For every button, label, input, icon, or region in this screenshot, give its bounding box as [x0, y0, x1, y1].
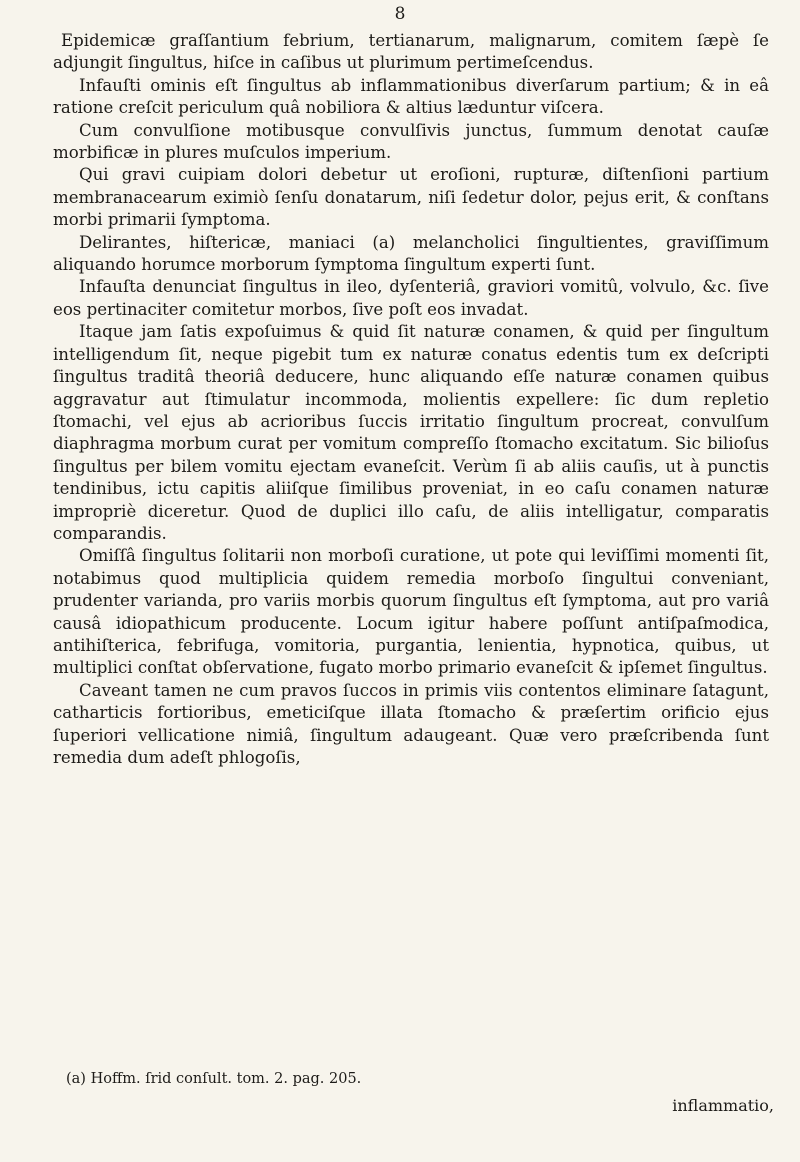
catchword: inflammatio,: [672, 1096, 774, 1115]
paragraph-convulsion: Cum convulſione motibusque convulſivis junctus, ſummum denotat cauſæ morbificæ in plures muſculos imperium.: [53, 120, 769, 163]
paragraph-nature-effort: Itaque jam ſatis expoſuimus & quid ſit naturæ conamen, & quid per ſingultum intelligendum ſit, neque pigebit tum ex naturæ conatus edentis tum ex deſcripti ſingultus traditâ theoriâ deducere, hunc aliquando eſſe naturæ conamen quibus aggravatur aut ſtimulatur incommoda, molientis expellere: ſic dum repletio ſtomachi, vel ejus ab acrioribus ſuccis irritatio ſingultum procreat, convulſum diaphragma morbum curat per vomitum compreſſo ſtomacho excitatum. Sic bilioſus ſingultus per bilem vomitu ejectam evaneſcit. Verùm ſi ab aliis cauſis, ut à punctis tendinibus, ictu capitis aliiſque ſimilibus proveniat, in eo caſu conamen naturæ impropriè diceretur. Quod de duplici illo caſu, de aliis intelligatur, comparatis comparandis.: [53, 322, 769, 543]
page-number: 8: [394, 4, 406, 24]
paragraph-epidemic: Epidemicæ graſſantium febrium, tertianarum, malignarum, comitem ſæpè ſe adjungit ſingultus, hiſce in caſibus ut plurimum pertimeſcendus.: [53, 31, 769, 73]
paragraph-remedies: Omiſſâ ſingultus ſolitarii non morboſi curatione, ut pote qui leviſſimi momenti ſit, notabimus quod multiplicia quidem remedia morboſo ſingultui conveniant, prudenter varianda, pro variis morbis quorum ſingultus eſt ſymptoma, aut pro variâ causâ idiopathicum producente. Locum igitur habere poſſunt antiſpaſmodica, antihiſterica, febrifuga, vomitoria, purgantia, lenientia, hypnotica, quibus, ut multiplici conſtat obſervatione, fugato morbo primario evaneſcit & ipſemet ſingultus.: [53, 546, 769, 678]
footnote: (a) Hoffm. ſrid conſult. tom. 2. pag. 205.: [66, 1071, 362, 1087]
paragraph-inflammation: Infauſti ominis eſt ſingultus ab inflammationibus diverſarum partium; & in eâ ratione creſcit periculum quâ nobiliora & altius læduntur viſcera.: [53, 75, 769, 118]
paragraph-caution: Caveant tamen ne cum pravos ſuccos in primis viis contentos eliminare ſatagunt, catharticis fortioribus, emeticiſque illata ſtomacho & præſertim orificio ejus ſuperiori vellicatione nimiâ, ſingultum adaugeant. Quæ vero præſcribenda ſunt remedia dum adeſt phlogoſis,: [53, 680, 769, 767]
body-text: [53, 30, 769, 769]
paragraph-ileus: Infauſta denunciat ſingultus in ileo, dyſenteriâ, graviori vomitû, volvulo, &c. ſive eos pertinaciter comitetur morbos, ſive poſt eos invadat.: [53, 277, 769, 319]
paragraph-pain: Qui gravi cuipiam dolori debetur ut eroſioni, rupturæ, diſtenſioni partium membranacearum eximiò ſenſu donatarum, niſi ſedetur dolor, pejus erit, & conſtans morbi primarii ſymptoma.: [53, 165, 769, 230]
paragraph-delirium: Delirantes, hiſtericæ, maniaci (a) melancholici ſingultientes, graviſſimum aliquando horumce morborum ſymptoma ſingultum experti ſunt.: [53, 232, 769, 275]
